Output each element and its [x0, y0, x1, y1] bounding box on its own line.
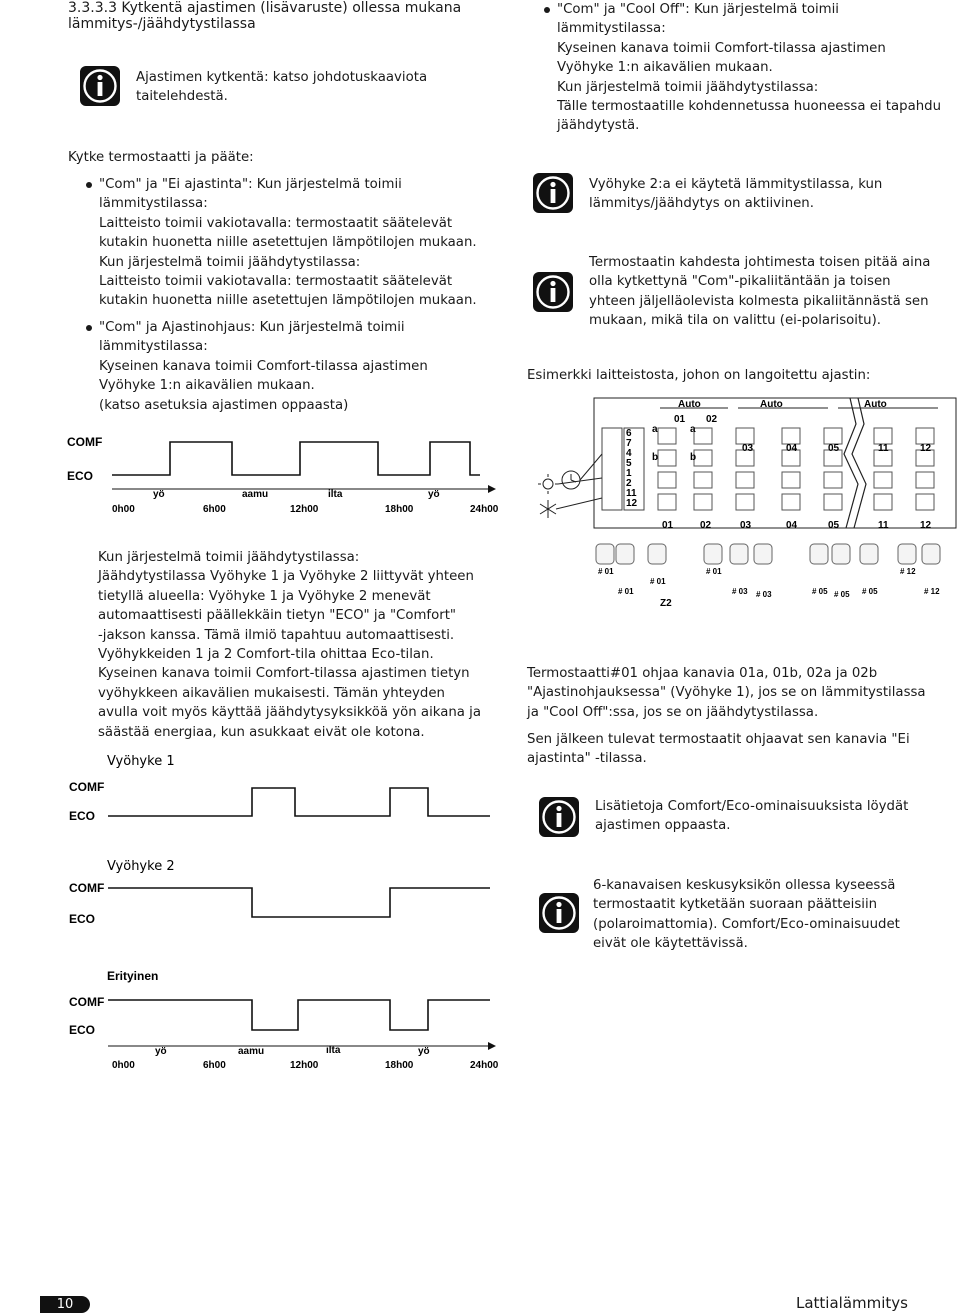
wiring-diagram [528, 394, 958, 624]
text-line: eivät ole käytettävissä. [593, 936, 748, 952]
time-label: 0h00 [112, 1060, 135, 1071]
terminal-slot [736, 472, 754, 488]
terminal-slot [824, 494, 842, 510]
text-line: ja "Cool Off":ssa, jos se on jäähdytystilassa. [527, 704, 819, 720]
channel-top-label: 01 [674, 414, 686, 425]
thermostat-label: # 01 [706, 567, 722, 576]
terminal-number: 5 [626, 458, 632, 469]
terminal-slot [874, 472, 892, 488]
period-label: yö [418, 1046, 430, 1057]
text-line: tietyllä alueella: Vyöhyke 1 ja Vyöhyke 2 menevät [98, 588, 431, 604]
text-line: lämmitys/jäähdytys on aktiivinen. [589, 196, 814, 212]
auto-label: Auto [678, 399, 701, 410]
terminal-slot [916, 428, 934, 444]
eco-label: ECO [69, 912, 96, 926]
period-label: ilta [328, 489, 343, 500]
thermostat-icon [898, 544, 916, 564]
bullet-item-no-timer [99, 175, 519, 311]
text-line: ajastinta" -tilassa. [527, 751, 647, 767]
comf-label: COMF [69, 995, 105, 1009]
text-line: Jäähdytystilassa Vyöhyke 1 ja Vyöhyke 2 liittyvät yhteen [98, 569, 474, 585]
text-line: avulla voit myös käyttää jäähdytysyksikköä yön aikana ja [98, 705, 482, 721]
channel-label: 02 [700, 520, 712, 531]
text-line: lämmitystilassa: [557, 21, 666, 37]
time-label: 24h00 [470, 504, 499, 515]
channel-label: 05 [828, 520, 840, 531]
time-label: 18h00 [385, 1060, 414, 1071]
page-number: 10 [40, 1296, 90, 1313]
thermostat-icon [648, 544, 666, 564]
thermostat-label: # 05 [862, 587, 878, 596]
text-line: 6-kanavaisen keskusyksikön ollessa kyseessä [593, 878, 896, 893]
text-line: Vyöhyke 2:a ei käytetä lämmitystilassa, kun [589, 177, 883, 192]
terminal-slot [736, 428, 754, 444]
channel-label: 04 [786, 520, 798, 531]
thermostat-icon [832, 544, 850, 564]
terminal-slot [874, 428, 892, 444]
text-line: ajastimen oppaasta. [595, 818, 731, 834]
terminal-number: 1 [626, 468, 632, 479]
terminal-number: 11 [626, 488, 637, 499]
info-icon [539, 797, 579, 837]
text-line: Tälle termostaatille kohdennetussa huoneessa ei tapahdu [557, 99, 942, 115]
terminal-slot [694, 450, 712, 466]
text-line: Kun järjestelmä toimii jäähdytystilassa: [98, 550, 360, 565]
text-line: Termostaatti#01 ohjaa kanavia 01a, 01b, 02a ja 02b [527, 666, 878, 681]
info-six-channel-text [593, 876, 953, 954]
timeline-signal [112, 442, 480, 475]
text-line: Vyöhyke 1:n aikavälien mukaan. [99, 378, 315, 394]
text-line: mukaan, mikä tila on valittu (ei-polarisoitu). [589, 313, 882, 329]
text-line: termostaatit kytketään suoraan päätteisiin [593, 897, 878, 913]
terminal-slot [782, 428, 800, 444]
bullet-dot [86, 325, 92, 331]
info-timer-wiring: Ajastimen kytkentä: katso johdotuskaaviota taitelehdestä. [136, 70, 428, 105]
text-line: yhteen jäljelläolevista kolmesta pikaliitännästä sen [589, 293, 929, 309]
terminal-number: 12 [626, 498, 638, 509]
text-line: Kun järjestelmä toimii jäähdytystilassa: [557, 79, 819, 95]
text-line: "Ajastinohjauksessa" (Vyöhyke 1), jos se on lämmitystilassa [527, 685, 926, 701]
terminal-slot [658, 494, 676, 510]
info-polarity-text [589, 253, 959, 331]
info-icon [539, 893, 579, 933]
thermostat-icon [754, 544, 772, 564]
ab-label: a [652, 424, 658, 435]
channel-label: 11 [878, 443, 889, 454]
bullet-item-cool-off [557, 0, 957, 136]
channel-label: 03 [742, 443, 754, 454]
terminal-slot [694, 494, 712, 510]
channel-label: 01 [662, 520, 674, 531]
bullet-item-timer-control [99, 318, 519, 415]
text-line: jäähdytystä. [557, 118, 640, 134]
time-label: 0h00 [112, 504, 135, 515]
text-line: (polaroimattomia). Comfort/Eco-ominaisuudet [593, 916, 900, 932]
period-label: yö [155, 1046, 167, 1057]
comf-label: COMF [67, 435, 103, 449]
terminal-slot [916, 472, 934, 488]
terminal-slot [824, 428, 842, 444]
zone2-signal [108, 888, 490, 917]
time-label: 6h00 [203, 1060, 226, 1071]
time-label: 12h00 [290, 504, 319, 515]
text-line: "Com" ja "Cool Off": Kun järjestelmä toimii [557, 2, 839, 17]
special-signal [108, 1000, 490, 1030]
text-line: Laitteisto toimii vakiotavalla: termostaatit säätelevät [99, 274, 453, 290]
channel-label: 03 [740, 520, 752, 531]
terminal-slot [658, 428, 676, 444]
bullet-dot [86, 182, 92, 188]
thermostat-icon [922, 544, 940, 564]
text-line: Sen jälkeen tulevat termostaatit ohjaavat sen kanavia "Ei [527, 732, 910, 747]
thermostat-icon [704, 544, 722, 564]
following-paragraph [527, 730, 957, 769]
thermostat-icon [860, 544, 878, 564]
terminal-slot [782, 494, 800, 510]
text-line: Lisätietoja Comfort/Eco-ominaisuuksista löydät [595, 799, 909, 814]
info-zone2-text [589, 175, 959, 214]
thermostat-icon [730, 544, 748, 564]
snowflake-icon [540, 500, 556, 518]
text-line: "Com" ja "Ei ajastinta": Kun järjestelmä toimii [99, 177, 402, 192]
text-line: Kyseinen kanava toimii Comfort-tilassa ajastimen [557, 40, 886, 56]
terminal-slot [658, 472, 676, 488]
thermostat-label: # 03 [756, 590, 772, 599]
text-line: lämmitystilassa: [99, 196, 208, 212]
channel-label: 12 [920, 443, 932, 454]
time-label: 12h00 [290, 1060, 319, 1071]
thermostat-icon [810, 544, 828, 564]
text-line: (katso asetuksia ajastimen oppaasta) [99, 397, 349, 413]
channel-label: 11 [878, 520, 889, 531]
text-line: -jakson kanssa. Tämä ilmiö tapahtuu automaattisesti. [98, 627, 455, 643]
text-line: Vyöhykkeiden 1 ja 2 Comfort-tila ohittaa Eco-tilan. [98, 647, 434, 663]
terminal-slot [658, 450, 676, 466]
terminal-number: 2 [626, 478, 632, 489]
thermostat-label: # 01 [618, 587, 634, 596]
time-label: 18h00 [385, 504, 414, 515]
thermostat-row [596, 544, 940, 599]
terminal-number: 4 [626, 448, 632, 459]
text-line: Vyöhyke 1:n aikavälien mukaan. [557, 60, 773, 76]
cooling-mode-text [98, 548, 518, 742]
terminal-slot [782, 472, 800, 488]
text-line: lämmitystilassa: [99, 339, 208, 355]
thermostat-label: # 03 [732, 587, 748, 596]
timer-timeline-1 [60, 418, 510, 518]
sun-icon [538, 474, 558, 494]
comf-label: COMF [69, 881, 105, 895]
ab-label: b [652, 452, 659, 463]
info-icon [80, 66, 120, 106]
period-label: aamu [242, 489, 269, 500]
terminal-slot [736, 494, 754, 510]
text-line: Laitteisto toimii vakiotavalla: termostaatit säätelevät [99, 215, 453, 231]
footer-title: Lattialämmitys [796, 1294, 908, 1312]
special-label: Erityinen [107, 969, 159, 983]
section-heading: 3.3.3.3 Kytkentä ajastimen (lisävaruste) ollessa mukana lämmitys-/jäähdytystilassa [68, 0, 462, 32]
eco-label: ECO [69, 1023, 96, 1037]
thermostat-label: # 01 [598, 567, 614, 576]
ab-label: a [690, 424, 696, 435]
info-icon [533, 173, 573, 213]
text-line: Kun järjestelmä toimii jäähdytystilassa: [99, 254, 361, 270]
zone2-label: Vyöhyke 2 [107, 859, 175, 874]
channel-label: 04 [786, 443, 798, 454]
channel-label: 12 [920, 520, 932, 531]
auto-label: Auto [864, 399, 887, 410]
ab-label: b [690, 452, 697, 463]
thermostat-paragraph [527, 664, 957, 722]
thermostat-label: # 05 [812, 587, 828, 596]
terminal-slot [824, 472, 842, 488]
timer-timeline-zones [60, 748, 510, 1078]
auto-label: Auto [760, 399, 783, 410]
zone1-label: Vyöhyke 1 [107, 754, 175, 769]
terminal-number: 6 [626, 428, 632, 439]
thermostat-icon [616, 544, 634, 564]
info-icon [533, 272, 573, 312]
terminal-slot [694, 428, 712, 444]
terminal-slot [916, 494, 934, 510]
clock-icon [562, 471, 580, 489]
thermostat-label: # 12 [924, 587, 940, 596]
connect-intro: Kytke termostaatti ja pääte: [68, 150, 254, 165]
info-more-text [595, 797, 955, 836]
zone1-signal [108, 788, 490, 816]
eco-label: ECO [69, 809, 96, 823]
eco-label: ECO [67, 469, 94, 483]
bullet-dot [544, 7, 550, 13]
time-label: 24h00 [470, 1060, 499, 1071]
period-label: yö [153, 489, 165, 500]
text-line: automaattisesti päällekkäin tietyn "ECO" ja "Comfort" [98, 608, 457, 624]
text-line: kutakin huonetta niille asetettujen lämpötilojen mukaan. [99, 235, 477, 251]
period-label: yö [428, 489, 440, 500]
text-line: Termostaatin kahdesta johtimesta toisen pitää aina [589, 255, 931, 270]
terminal-slot [694, 472, 712, 488]
text-line: Kyseinen kanava toimii Comfort-tilassa ajastimen tietyn [98, 666, 470, 682]
terminal-slot [874, 494, 892, 510]
thermostat-label: # 01 [650, 577, 666, 586]
text-line: "Com" ja Ajastinohjaus: Kun järjestelmä toimii [99, 320, 405, 335]
channel-top-label: 02 [706, 414, 718, 425]
text-line: säästää energiaa, kun asukkaat eivät ole kotona. [98, 724, 425, 740]
comf-label: COMF [69, 780, 105, 794]
z2-label: Z2 [660, 598, 672, 609]
text-line: vyöhykkeen aikavälien mukaisesti. Tämän yhteyden [98, 685, 445, 701]
period-label: aamu [238, 1046, 265, 1057]
text-line: kutakin huonetta niille asetettujen lämpötilojen mukaan. [99, 293, 477, 309]
period-label: ilta [326, 1045, 341, 1056]
thermostat-label: # 12 [900, 567, 916, 576]
example-title: Esimerkki laitteistosta, johon on langoitettu ajastin: [527, 368, 871, 383]
channel-label: 05 [828, 443, 840, 454]
text-line: Kyseinen kanava toimii Comfort-tilassa ajastimen [99, 358, 428, 374]
time-label: 6h00 [203, 504, 226, 515]
thermostat-icon [596, 544, 614, 564]
terminal-number: 7 [626, 438, 632, 449]
text-line: olla kytkettynä "Com"-pikaliitäntään ja toisen [589, 274, 891, 290]
thermostat-label: # 05 [834, 590, 850, 599]
